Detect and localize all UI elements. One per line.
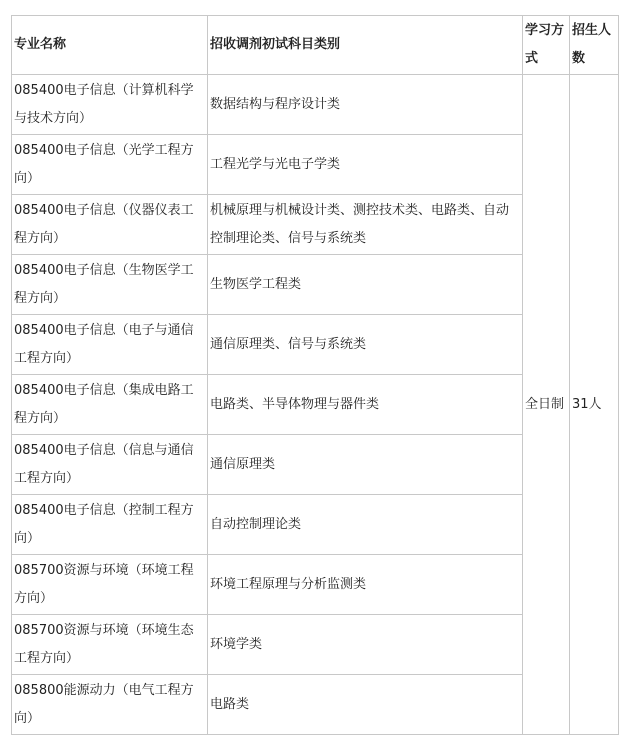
header-subject: 招收调剂初试科目类别 (208, 16, 523, 75)
header-enrollment: 招生人数 (570, 16, 619, 75)
subject-cell: 电路类、半导体物理与器件类 (208, 375, 523, 435)
study-mode-cell: 全日制 (523, 75, 570, 735)
header-major: 专业名称 (12, 16, 208, 75)
subject-cell: 数据结构与程序设计类 (208, 75, 523, 135)
subject-cell: 环境学类 (208, 615, 523, 675)
subject-cell: 电路类 (208, 675, 523, 735)
major-cell: 085800能源动力（电气工程方向） (12, 675, 208, 735)
major-cell: 085400电子信息（生物医学工程方向） (12, 255, 208, 315)
subject-cell: 通信原理类、信号与系统类 (208, 315, 523, 375)
subject-cell: 生物医学工程类 (208, 255, 523, 315)
subject-cell: 工程光学与光电子学类 (208, 135, 523, 195)
subject-cell: 环境工程原理与分析监测类 (208, 555, 523, 615)
major-cell: 085400电子信息（控制工程方向） (12, 495, 208, 555)
major-cell: 085400电子信息（集成电路工程方向） (12, 375, 208, 435)
header-study-mode: 学习方式 (523, 16, 570, 75)
subject-cell: 机械原理与机械设计类、测控技术类、电路类、自动控制理论类、信号与系统类 (208, 195, 523, 255)
table-header-row (12, 16, 619, 75)
admissions-table (11, 15, 619, 735)
major-cell: 085400电子信息（计算机科学与技术方向） (12, 75, 208, 135)
major-cell: 085400电子信息（电子与通信工程方向） (12, 315, 208, 375)
enrollment-cell: 31人 (570, 75, 619, 735)
subject-cell: 自动控制理论类 (208, 495, 523, 555)
subject-cell: 通信原理类 (208, 435, 523, 495)
table-row (12, 75, 619, 135)
major-cell: 085400电子信息（信息与通信工程方向） (12, 435, 208, 495)
major-cell: 085700资源与环境（环境生态工程方向） (12, 615, 208, 675)
major-cell: 085700资源与环境（环境工程方向） (12, 555, 208, 615)
major-cell: 085400电子信息（仪器仪表工程方向） (12, 195, 208, 255)
major-cell: 085400电子信息（光学工程方向） (12, 135, 208, 195)
